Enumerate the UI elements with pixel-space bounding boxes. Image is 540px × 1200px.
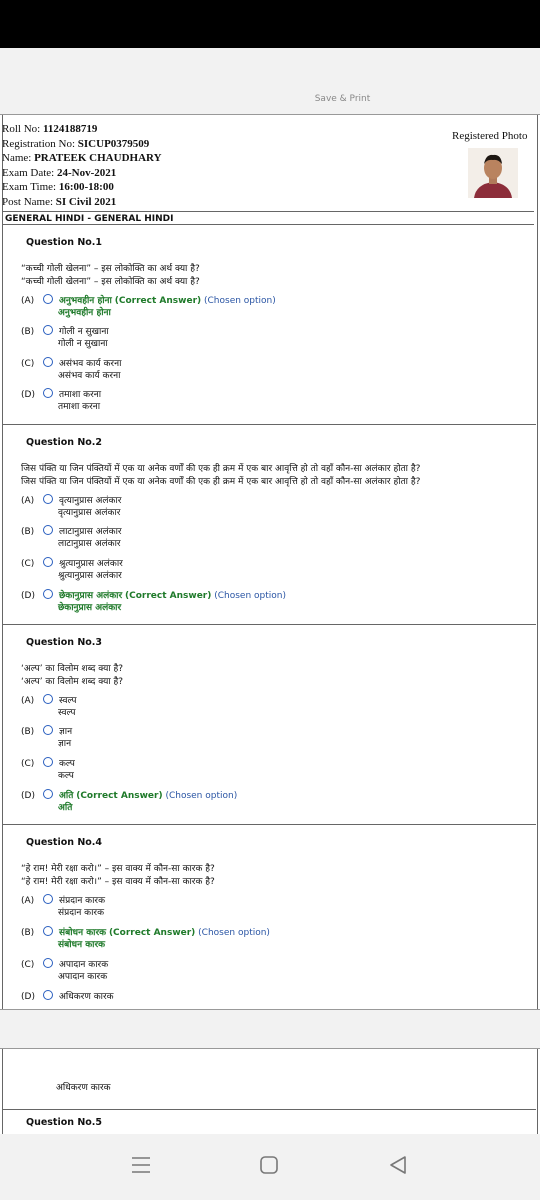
radio-icon xyxy=(43,357,53,367)
registration-no: Registration No: SICUP0379509 xyxy=(2,137,150,150)
section-heading: GENERAL HINDI - GENERAL HINDI xyxy=(2,211,534,225)
radio-icon xyxy=(43,757,53,767)
radio-icon xyxy=(43,294,53,304)
home-icon[interactable] xyxy=(260,1156,278,1178)
candidate-info xyxy=(2,122,162,209)
option-c[interactable]: (C) असंभव कार्य करना असंभव कार्य करना xyxy=(21,359,122,381)
option-a[interactable]: (A) संप्रदान कारक संप्रदान कारक xyxy=(21,896,106,918)
option-b[interactable]: (B) ज्ञान ज्ञान xyxy=(21,727,73,749)
question-text: ‘अल्प’ का विलोम शब्द क्या है? ‘अल्प’ का विलोम शब्द क्या है? xyxy=(21,664,124,687)
radio-icon xyxy=(43,494,53,504)
option-a[interactable]: (A) वृत्यानुप्रास अलंकार वृत्यानुप्रास अलंकार xyxy=(21,496,122,518)
option-a[interactable]: (A) स्वल्प स्वल्प xyxy=(21,696,77,718)
radio-icon xyxy=(43,990,53,1000)
option-d-continued: अधिकरण कारक xyxy=(56,1083,111,1093)
option-b[interactable]: (B) संबोधन कारक (Correct Answer) (Chosen option) संबोधन कारक xyxy=(21,928,270,950)
radio-icon xyxy=(43,958,53,968)
exam-date: Exam Date: 24-Nov-2021 xyxy=(2,166,117,179)
question-text: “कच्ची गोली खेलना” – इस लोकोक्ति का अर्थ क्या है? “कच्ची गोली खेलना” – इस लोकोक्ति का अर्थ क्या है? xyxy=(21,264,200,287)
option-d[interactable]: (D) अधिकरण कारक xyxy=(21,992,114,1002)
result-sheet xyxy=(0,114,540,1010)
option-d[interactable]: (D) छेकानुप्रास अलंकार (Correct Answer) (Chosen option) छेकानुप्रास अलंकार xyxy=(21,591,287,613)
result-sheet-page-2 xyxy=(0,1048,540,1135)
question-block xyxy=(2,425,536,625)
option-b[interactable]: (B) गोली न सुखाना गोली न सुखाना xyxy=(21,327,109,349)
question-title: Question No.4 xyxy=(26,837,103,848)
post-name: Post Name: SI Civil 2021 xyxy=(2,195,117,208)
radio-icon xyxy=(43,725,53,735)
radio-icon xyxy=(43,525,53,535)
exam-time: Exam Time: 16:00-18:00 xyxy=(2,181,114,193)
option-c[interactable]: (C) अपादान कारक अपादान कारक xyxy=(21,960,109,982)
question-block xyxy=(2,825,536,1009)
question-text: जिस पंक्ति या जिन पंक्तियों में एक या अनेक वर्णों की एक ही क्रम में एक बार आवृत्ति हो तो वहाँ कौन-सा अलंकार होता है? जिस पंक्ति या जिन पंक्तियों में एक या अनेक वर्णों की एक ही क्रम में एक बार आवृत्ति हो तो वहाँ कौन-सा अलंकार होता है? xyxy=(21,464,421,487)
option-d[interactable]: (D) अति (Correct Answer) (Chosen option) अति xyxy=(21,791,238,813)
option-c[interactable]: (C) कल्प कल्प xyxy=(21,759,75,781)
question-block xyxy=(2,225,536,425)
question-title: Question No.5 xyxy=(26,1117,103,1128)
radio-icon xyxy=(43,557,53,567)
option-a[interactable]: (A) अनुभवहीन होना (Correct Answer) (Chosen option) अनुभवहीन होना xyxy=(21,296,276,318)
radio-icon xyxy=(43,388,53,398)
question-text: “हे राम! मेरी रक्षा करो।” – इस वाक्य में कौन-सा कारक है? “हे राम! मेरी रक्षा करो।” – इस वाक्य में कौन-सा कारक है? xyxy=(21,864,215,887)
radio-icon xyxy=(43,325,53,335)
question-title: Question No.3 xyxy=(26,637,103,648)
radio-icon xyxy=(43,894,53,904)
question-divider xyxy=(2,1109,536,1110)
question-title: Question No.1 xyxy=(26,237,103,248)
radio-icon xyxy=(43,589,53,599)
radio-icon xyxy=(43,789,53,799)
android-nav-bar xyxy=(0,1134,540,1200)
registered-photo xyxy=(468,148,518,198)
back-icon[interactable] xyxy=(389,1156,407,1178)
save-print-link[interactable]: Save & Print xyxy=(314,94,371,104)
roll-no: Roll No: 1124188719 xyxy=(2,123,98,135)
candidate-name: Name: PRATEEK CHAUDHARY xyxy=(2,152,162,164)
option-d[interactable]: (D) तमाशा करना तमाशा करना xyxy=(21,390,102,412)
question-title: Question No.2 xyxy=(26,437,103,448)
option-c[interactable]: (C) श्रुत्यानुप्रास अलंकार श्रुत्यानुप्रास अलंकार xyxy=(21,559,123,581)
recent-apps-icon[interactable] xyxy=(131,1156,151,1178)
registered-photo-label: Registered Photo xyxy=(452,130,528,142)
status-bar xyxy=(0,0,540,48)
radio-icon xyxy=(43,926,53,936)
option-b[interactable]: (B) लाटानुप्रास अलंकार लाटानुप्रास अलंकार xyxy=(21,527,122,549)
radio-icon xyxy=(43,694,53,704)
question-block xyxy=(2,625,536,825)
